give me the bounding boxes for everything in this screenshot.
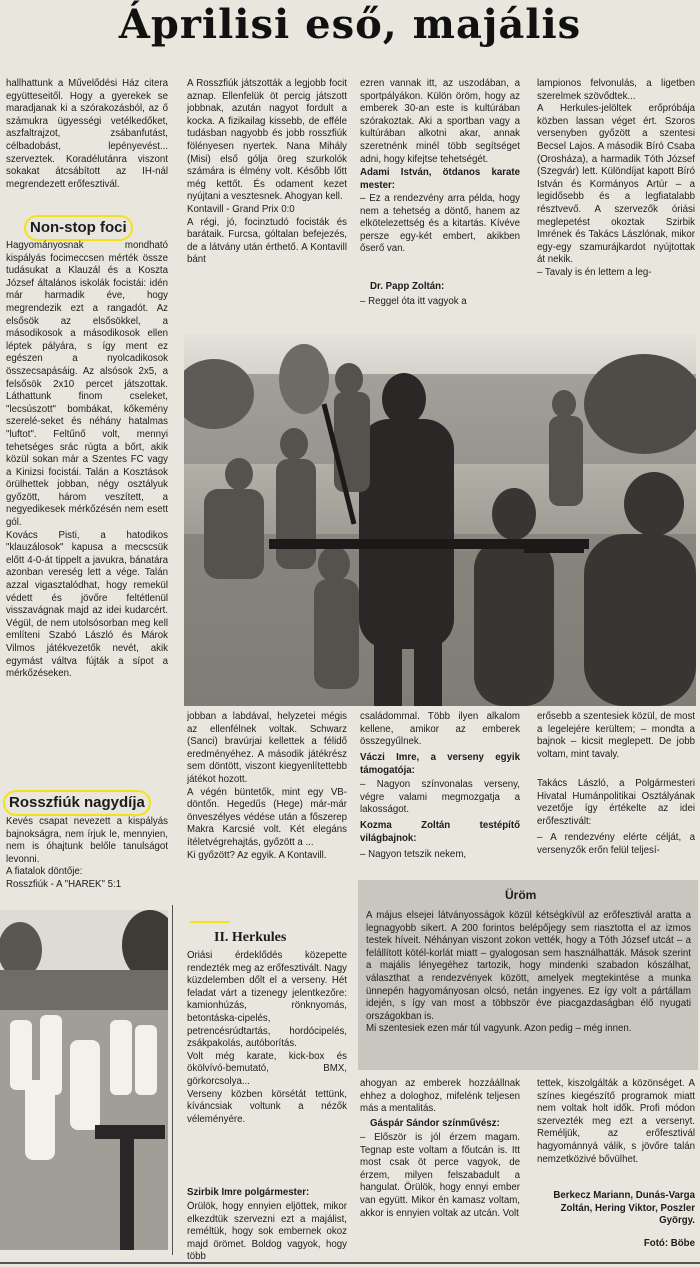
- photo-border-right: [172, 905, 173, 1255]
- article-column-4-middle: erősebb a szentesiek közül, de most a legelejére kerültem; – mondta a bajnok – kicsit meglepett. De jobb voltam, mint tavaly.: [537, 711, 695, 760]
- article-credits: Berkecz Mariann, Dunás-Varga Zoltán, Hering Viktor, Poszler György.: [553, 1190, 695, 1227]
- interview-name-gaspar: Gáspár Sándor színművész:: [370, 1118, 500, 1129]
- article-column-4-top: lampionos felvonulás, a ligetben szerelmek szövődtek... A Herkules-jelöltek erőpróbája közben lassan véget ért. Szoros versenyben győzött a szentesi Becsel Lajos. A második Bíró Csaba (Orosháza), a harmadik Tóth József (Szegvár) lett. Különdíjat kapott Bíró István és Kormányos Artúr – a legidősebb és a legfiatalabb résztvevő. A szervezők óriási meglepetést okoztak Szirbik Imrének és Takács Lászlónak, mikor egy-egy szamurájkardot nyújtottak át nekik. – Tavaly is én lettem a leg-: [537, 78, 695, 278]
- interview-name-kozma: Kozma Zoltán testépítő világbajnok:: [360, 820, 520, 844]
- photo-airgun-shooting: [184, 334, 696, 706]
- article-column-3-middle: – Ez a rendezvény arra példa, hogy nem a tehetség a döntő, hanem az elkötelezettség és a kitartás. Kívéve persze egy-két embert, akikben őserő van.: [360, 193, 520, 255]
- highlight-kontavill: [190, 921, 230, 923]
- article-column-3-middle-3: – Nagyon színvonalas verseny, végre valami megmozgatja a lakosságot.: [360, 779, 520, 816]
- article-column-3-bottom-2: – Először is jól érzem magam. Tegnap este voltam a főutcán is. Itt most csak öt perce vagyok, de érzem, milyen felszabadult a hangulat. Örülök, hogy ennyi ember van együtt. Mikor én kamasz voltam, akkor is ennyien voltak az utcán. Volt: [360, 1132, 520, 1219]
- photo-credit: Fotó: Böbe: [643, 1238, 695, 1249]
- article-column-1-middle: Hagyományosnak mondható kispályás focimeccsen mérték össze tudásukat a Klauzál és a Koszta József általános iskolák focistái: idén már harmadik éve, hogy megrendezik ezt a rangadót. Az elsősök az elsősökkel, a másodikosok a másodikosok ellen léptek pályára, s így ment ez egészen a nyolcadikosok összecsapásáig. Az alsósok 2x5, a felsősök 2x10 percet játszottak. Láthattunk finom cseleket, "lecsúszott" bombákat, kőkemény szerelé-seket és néhány hatalmas "luftot". Feltűnő volt, mennyi tehetséges srác rúgta a bőrt, akik közül sokan már a Szentes FC vagy a Kinizsi focistái. Talán a Kosztások örülhettek jobban, négy osztályuk győzött, három veszített, a negyedikesek mérkőzésén nem esett gól. Kovács Pisti, a hatodikos "klauzálosok" kapusa a mecscsük előtt 4-0-át tippelt a javukra, bánatára azonban vereség lett a vége. Talán azzal vigasztalódhat, hogy remekül védett és jövőre feltétlenül visszavágnak majd az idei kudarcért. Végül, de nem utolsósorban meg kell említeni Szabó László és Márok Vilmos játékvezetők nevét, akik egymást váltva fújták a sípot a mérkőzéseken.: [6, 240, 168, 680]
- article-column-3-bottom: ahogyan az emberek hozzáállnak ehhez a dologhoz, mifelénk teljesen más a mentalitás.: [360, 1078, 520, 1115]
- page-headline: Áprilisi eső, majális: [118, 1, 582, 48]
- page-bottom-rule: [0, 1262, 700, 1264]
- article-column-2-middle: jobban a labdával, helyzetei mégis az ellenfélnek voltak. Schwarz (Sanci) bravúrjai kellettek a félidő eredményéhez. A második játékrész sem döntött, viszont kiegyenlítettebb játékot hozott. A végén büntetők, mint egy VB-döntőn. Hegedűs (Hege) már-már önveszélyes védése után a főszerep Makra Karcsié volt. Két elegáns ítéletvégrehajtás, győzött a ... Ki győzött? Az egyik. A Kontavill.: [187, 711, 347, 861]
- section-heading-herkules: II. Herkules: [214, 930, 287, 945]
- article-column-4-middle-2: – A rendezvény elérte célját, a versenyzők erőn felül teljesí-: [537, 832, 695, 856]
- article-column-2-lower: Óriási érdeklődés közepette rendezték meg az erőfesztivált. Nagy küzdelemben dőlt el a verseny. Hét feladat várt a tizenegy jelentkezőre: kamionhúzás, rönknyomás, betontáska-cipelés, petrencésrúdtartás, hordócipelés, zsákpakolás, autóborítás. Volt még karate, kick-box és ökölvívó-bemutató, BMX, görkorcsolya... Verseny közben körsétát tettünk, kíváncsiak voltunk a nézők véleményére.: [187, 950, 347, 1125]
- article-column-3-middle-4: – Nagyon tetszik nekem,: [360, 849, 467, 860]
- sidebar-box-text: A május elsejei látványosságok közül kétségkívül az erőfesztivál aratta a legnagyobb sikert. A 200 forintos belépőjegy sem riasztotta el az izmos testek híveit. Néhányan viszont zokon vették, hogy a Tóth József utcát – a felállított kötél-korlát miatt – gyalogosan sem használhatták. Mások szerint a majális lényegéhez tartozik, hogy mindenki szabadon kószálhat, választhat a rendezvények között, amelyek megtekintése a munka ünnepén hagyományosan olcsó, netán ingyenes. Ez így volt a pártállam idején, s így van most a többször éve piacgazdaságban élő nyugati országokban is. Mi szentesiek ezen már túl vagyunk. Azon pedig – még innen.: [366, 910, 691, 1035]
- interview-name-takacs: Takács László, a Polgármesteri Hivatal Humánpolitikai Osztályának vezetője így értékelte az idei erőfesztivált:: [537, 778, 695, 827]
- article-column-3-top: ezren vannak itt, az uszodában, a sportpályákon. Külön öröm, hogy az emberek 30-an este is kultúrában szórakoztak. Aki a sportban vagy a kultúrában alkotni akar, annak szeretnénk minél több segítséget adni, hogy kifejtse tehetségét.: [360, 78, 520, 165]
- article-column-3-end: – Reggel óta itt vagyok a: [360, 296, 467, 307]
- section-heading-nonstop-foci: Non-stop foci: [24, 215, 133, 241]
- section-heading-rosszfiuk-nagydija: Rosszfiúk nagydíja: [3, 790, 151, 816]
- article-column-1-lower: Kevés csapat nevezett a kispályás bajnokságra, nem írjuk le, mennyien, nem is óhajtunk belőle tanulságot levonni. A fiatalok döntője: Rosszfiúk - A "HAREK" 5:1: [6, 816, 168, 890]
- interview-name-szirbik: Szirbik Imre polgármester:: [187, 1187, 310, 1198]
- interview-name-papp: Dr. Papp Zoltán:: [370, 281, 445, 292]
- article-column-2-end: Örülök, hogy ennyien eljöttek, mikor elkezdtük szervezni ezt a majálist, reméltük, hogy sok embernek okoz majd örömet. Boldog vagyok, hogy több: [187, 1201, 347, 1263]
- interview-name-vaczi: Váczi Imre, a verseny egyik támogatója:: [360, 752, 520, 776]
- article-column-3-middle-2: családommal. Több ilyen alkalom kellene, amikor az emberek összegyűlnek.: [360, 711, 520, 748]
- interview-name-adami: Adami István, ötdanos karate mester:: [360, 167, 520, 191]
- article-column-4-bottom: tettek, kiszolgálták a közönséget. A színes kiegészítő programok miatt nem voltak holt idők. Profi módon szervezték meg ezt a versenyt. Reméljük, az erőfesztivál hagyománnyá válik, s jövőre talán nemzetközivé bővülhet.: [537, 1078, 695, 1165]
- sidebar-box-title: Üröm: [505, 888, 537, 902]
- article-column-2-top: A Rosszfiúk játszották a legjobb focit aznap. Ellenfelük öt percig játszott jobbnak, azután nagyot fordult a kocka. A fizikailag kissebb, de efféle tudásban nagyobb és jobb rosszfiúk fölényesen nyertek. Nana Mihály (Misi) első gólja öreg szurkolók számára is élmény volt. Később lőtt még kettőt. És odament kezet nyújtani a vesztesnek. Ahogyan kell. Kontavill - Grand Prix 0:0 A régi, jó, focinztudó focisták és barátaik. Furcsa, góltalan befejezés, de a látvány után érthető. A Kontavill bánt: [187, 78, 347, 266]
- article-column-1-top: hallhattunk a Művelődési Ház citera együtteseitől. Hogy a gyerekek se maradjanak ki a szórakozásból, az ő számukra ügyességi vetélkedőket, aszfaltrajzot, zsábanfutást, célbadobást, lepényevést... szerveztek. Koradélutánra viszont sokakat átcsábított az IH-nál megrendezett erőfesztivál.: [6, 78, 168, 190]
- photo-karate-demonstration: [0, 910, 168, 1250]
